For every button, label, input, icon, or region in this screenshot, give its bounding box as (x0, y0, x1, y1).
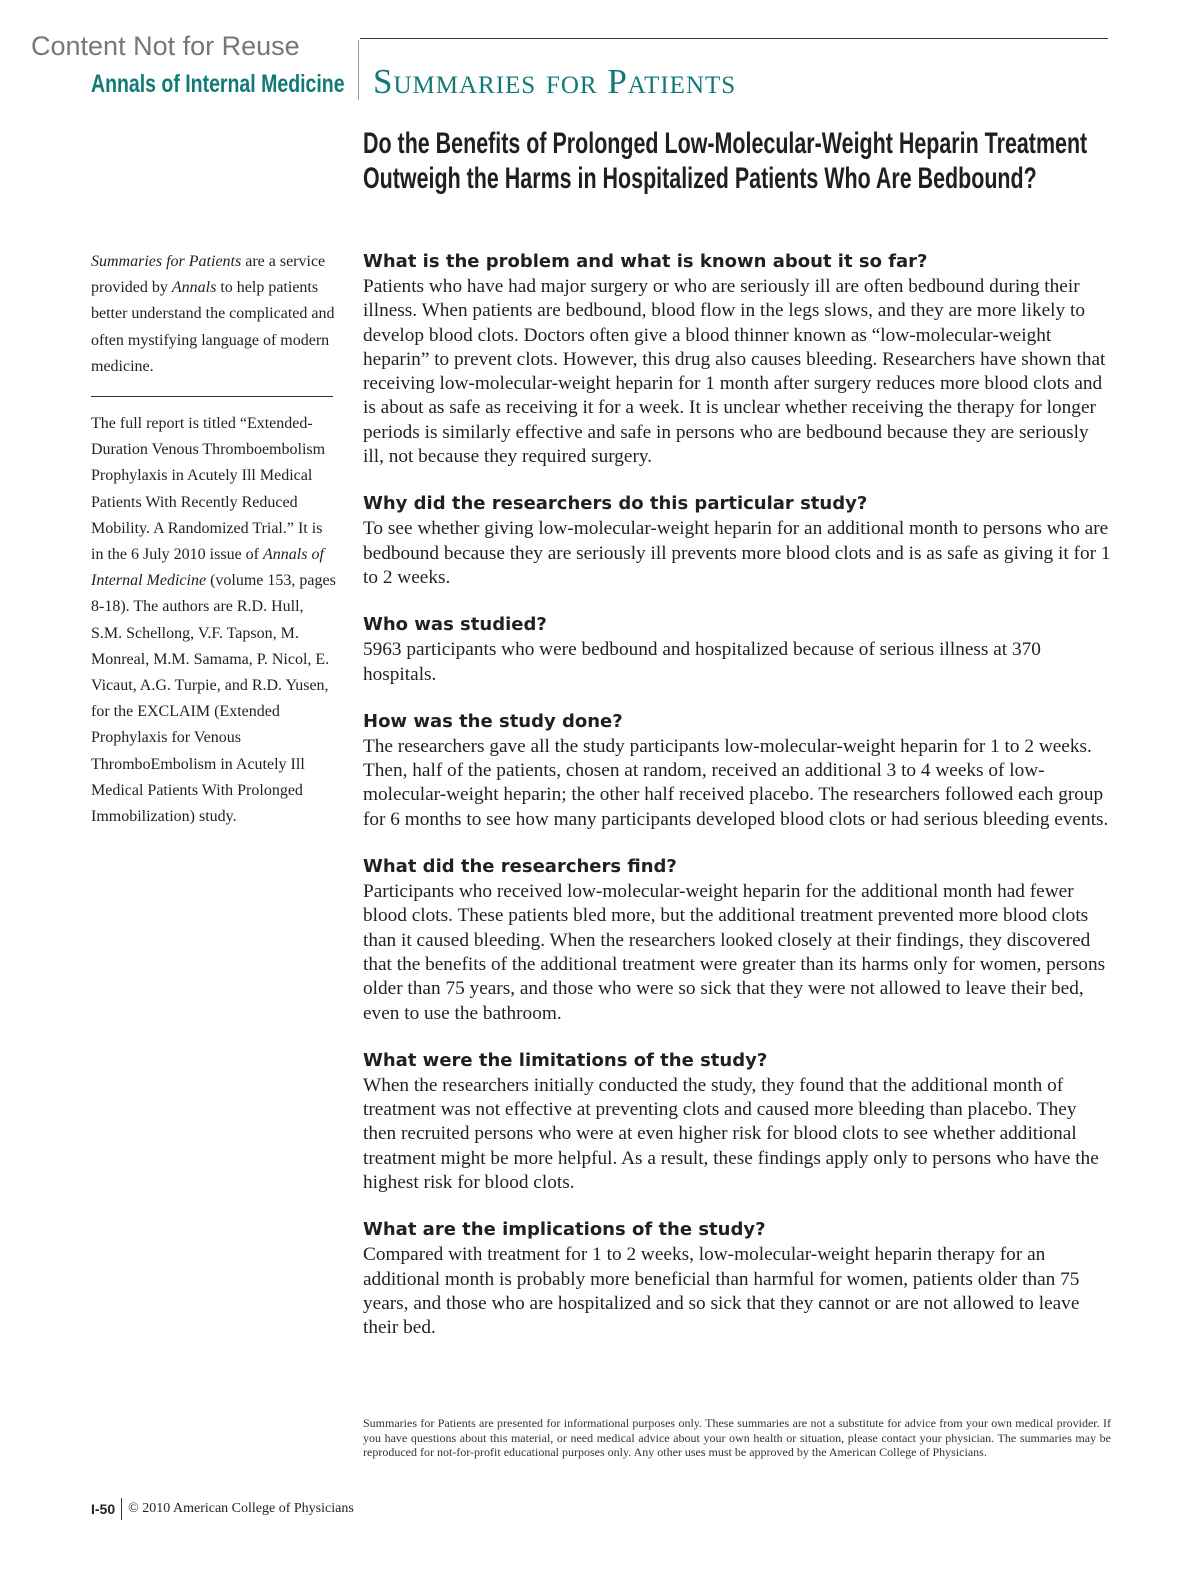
section-text: Patients who have had major surgery or who are seriously ill are often bedbound during their illness. When patients are bedbound, blood flow in the legs slows, and they are more likely to develop blood clots. Doctors often give a blood thinner known as “low-molecular-weight heparin” to prevent clots. However, this drug also causes bleeding. Researchers have shown that receiving low-molecular-weight heparin for 1 month after surgery reduces more blood clots and is about as safe as receiving it for a week. It is unclear whether receiving the therapy for longer periods is similarly effective and safe in persons who are bedbound because they are seriously ill, not because they required surgery. (363, 276, 1106, 468)
section-text: Compared with treatment for 1 to 2 weeks, low-molecular-weight heparin therapy for an additional month is probably more beneficial than harmful for women, patients older than 75 years, and those who are hospitalized and so sick that they cannot or are not allowed to leave their bed. (363, 1244, 1080, 1339)
section-heading: What is the problem and what is known about it so far? (363, 251, 928, 272)
page-number: I-50 (91, 1501, 116, 1517)
section-why (363, 491, 1111, 590)
footer-divider (121, 1498, 122, 1520)
section-heading: What did the researchers find? (363, 856, 677, 878)
section-heading: What were the limitations of the study? (363, 1049, 768, 1071)
intro-italic: Summaries for Patients (91, 253, 242, 270)
header-rule (360, 38, 1108, 39)
section-heading: What are the implications of the study? (363, 1219, 766, 1241)
journal-name: Annals of Internal Medicine (91, 70, 345, 98)
disclaimer: Summaries for Patients are presented for informational purposes only. These summaries are not a substitute for advice from your own medical provider. If you have questions about this material, or need medical advice about your own health or situation, please contact your physician. The summaries may be reproduced for not-for-profit educational purposes only. Any other uses must be approved by the American College of Physicians. (363, 1416, 1111, 1459)
intro-text: are a service provided by (91, 253, 326, 297)
article-body (363, 249, 1111, 1363)
sidebar-divider (91, 396, 333, 397)
section-limitations (363, 1048, 1111, 1195)
section-heading: Who was studied? (363, 614, 547, 636)
copyright: © 2010 American College of Physicians (128, 1501, 354, 1516)
section-heading: Why did the researchers do this particular study? (363, 493, 868, 515)
section-heading: How was the study done? (363, 710, 623, 732)
article-title: Do the Benefits of Prolonged Low-Molecular-Weight Heparin Treatment Outweigh the Harms in Hospitalized Patients Who Are Bedbound? (363, 127, 1088, 195)
watermark: Content Not for Reuse (31, 31, 300, 61)
report-text: (volume 153, pages 8-18). The authors are R.D. Hull, S.M. Schellong, V.F. Tapson, M. Monreal, M.M. Samama, P. Nicol, E. Vicaut, A.G. Turpie, and R.D. Yusen, for the EXCLAIM (Extended Prophylaxis for Venous ThromboEmbolism in Acutely Ill Medical Patients With Prolonged Immobilization) study. (91, 572, 336, 826)
intro-italic: Annals (171, 279, 217, 297)
section-title: Summaries for Patients (373, 62, 737, 101)
section-implications (363, 1217, 1111, 1340)
section-problem (363, 249, 1111, 469)
section-how (363, 709, 1111, 832)
section-text: To see whether giving low-molecular-weight heparin for an additional month to persons who are bedbound because they are seriously ill prevents more blood clots and is as safe as giving it for 1 to 2 weeks. (363, 518, 1111, 588)
report-text: The full report is titled “Extended-Duration Venous Thromboembolism Prophylaxis in Acutely Ill Medical Patients With Recently Reduced Mobility. A Randomized Trial.” It is in the 6 July 2010 issue of (91, 415, 326, 564)
intro-text: to help patients better understand the complicated and often mystifying language of modern medicine. (91, 279, 335, 375)
sidebar-intro (91, 249, 336, 380)
section-text: 5963 participants who were bedbound and hospitalized because of serious illness at 370 hospitals. (363, 639, 1041, 685)
sidebar-report (91, 411, 336, 830)
section-text: Participants who received low-molecular-weight heparin for the additional month had fewer blood clots. These patients bled more, but the additional treatment prevented more blood clots than it caused bleeding. When the researchers looked closely at their findings, they discovered that the benefits of the additional treatment were greater than its harms only for women, persons older than 75 years, and those who were so sick that they were not allowed to leave their bed, even to use the bathroom. (363, 881, 1106, 1024)
section-text: The researchers gave all the study participants low-molecular-weight heparin for 1 to 2 weeks. Then, half of the patients, chosen at random, received an additional 3 to 4 weeks of low-molecular-weight heparin; the other half received placebo. The researchers followed each group for 6 months to see how many participants developed blood clots or had serious bleeding events. (363, 735, 1109, 830)
section-who (363, 612, 1111, 687)
header-divider (358, 40, 359, 100)
section-findings (363, 854, 1111, 1026)
page-footer (91, 1498, 354, 1520)
section-text: When the researchers initially conducted the study, they found that the additional month of treatment was not effective at preventing clots and caused more bleeding than placebo. They then recruited persons who were at even higher risk for blood clots to see whether additional treatment might be more helpful. As a result, these findings apply only to persons who have the highest risk for blood clots. (363, 1074, 1099, 1194)
report-italic: Annals of Internal Medicine (91, 546, 324, 590)
